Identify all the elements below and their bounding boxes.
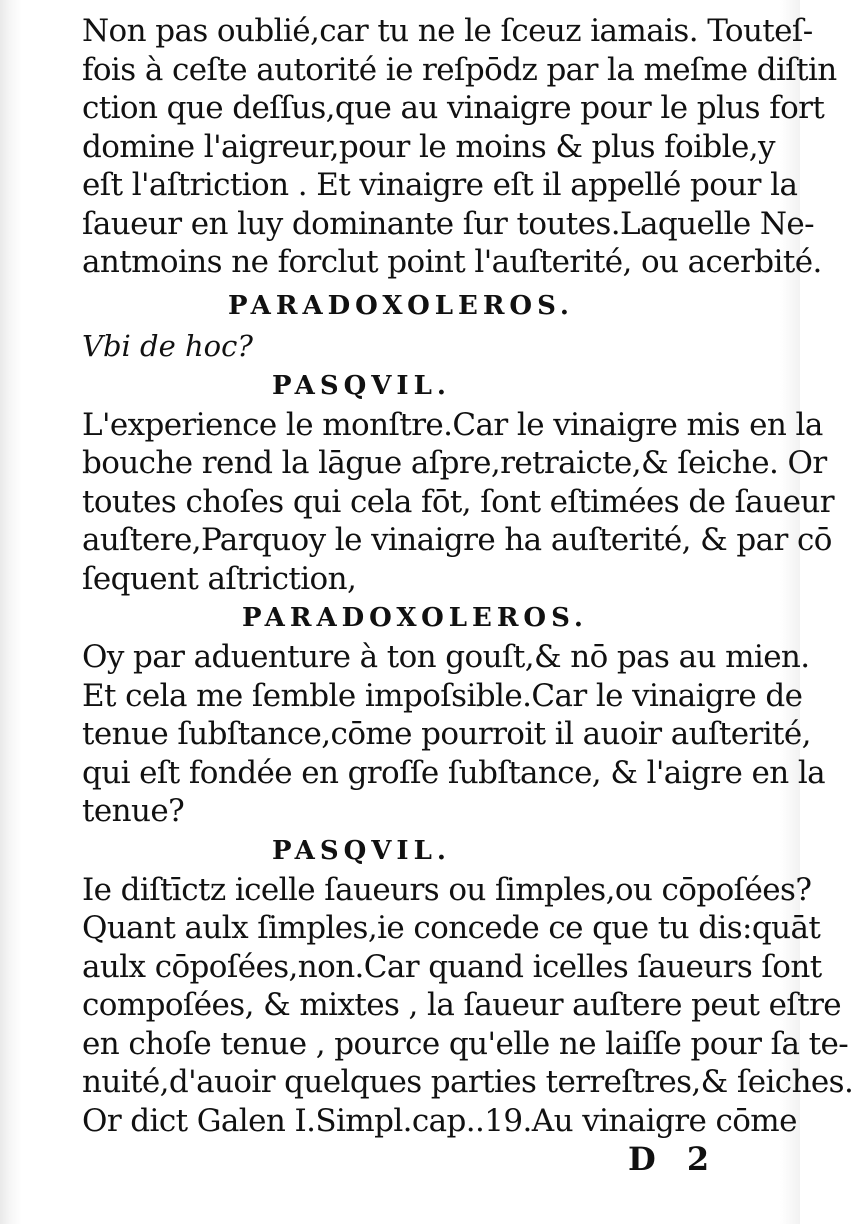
- speaker-heading-pasquil: PASQVIL.: [272, 835, 451, 866]
- text-line: ſequent aſtriction,: [82, 560, 357, 597]
- text-line: auſtere,Parquoy le vinaigre ha auſterité, & par cō: [82, 522, 832, 558]
- page-text: [82, 12, 853, 1140]
- text-line: nuité,d'auoir quelques parties terreſtres,& ſeiches.: [82, 1064, 853, 1100]
- text-line: tenue?: [82, 793, 185, 829]
- text-line: toutes choſes qui cela fōt, ſont eſtimées de ſaueur: [82, 483, 835, 520]
- text-line: tenue ſubſtance,cōme pourroit il auoir auſterité,: [82, 716, 811, 752]
- speaker-heading-paradoxoleros: PARADOXOLEROS.: [228, 290, 574, 321]
- text-line: en choſe tenue , pource qu'elle ne laiſſe pour ſa te-: [82, 1025, 849, 1062]
- text-line: Or dict Galen I.Simpl.cap..19.Au vinaigre cōme: [82, 1102, 797, 1139]
- paragraph-4: [82, 871, 853, 1141]
- text-line: antmoins ne forclut point l'auſterité, ou acerbité.: [82, 244, 822, 280]
- text-line: ction que deſſus,que au vinaigre pour le plus fort: [82, 90, 825, 126]
- text-line: ſaueur en luy dominante ſur toutes.Laquelle Ne-: [82, 205, 814, 242]
- text-line: fois à ceſte autorité ie reſpōdz par la meſme diſtin: [82, 51, 837, 88]
- text-line: bouche rend la lāgue aſpre,retraicte,& ſeiche. Or: [82, 445, 827, 481]
- text-line: L'experience le monſtre.Car le vinaigre mis en la: [82, 406, 823, 443]
- text-line: domine l'aigreur,pour le moins & plus foible,y: [82, 128, 775, 165]
- speaker-heading-pasquil: PASQVIL.: [272, 370, 451, 401]
- text-line: Ie diſtīctz icelle ſaueurs ou ſimples,ou cōpoſées?: [82, 871, 812, 908]
- text-line: eſt l'aſtriction . Et vinaigre eſt il appellé pour la: [82, 167, 798, 203]
- paragraph-1: [82, 12, 837, 282]
- text-line: qui eſt fondée en groſſe ſubſtance, & l'aigre en la: [82, 754, 826, 791]
- text-line: Et cela me ſemble impoſsible.Car le vinaigre de: [82, 677, 803, 714]
- paragraph-2: [82, 406, 835, 599]
- signature-mark: D 2: [628, 1140, 720, 1178]
- text-line: Non pas oublié,car tu ne le ſceuz iamais. Touteſ-: [82, 13, 813, 49]
- text-line: aulx cōpoſées,non.Car quand icelles ſaueurs ſont: [82, 948, 822, 985]
- text-line: Quant aulx ſimples,ie concede ce que tu dis:quāt: [82, 910, 821, 946]
- latin-question: Vbi de hoc?: [82, 328, 253, 363]
- text-line: compoſées, & mixtes , la ſaueur auſtere peut eſtre: [82, 987, 842, 1023]
- text-line: Oy par aduenture à ton gouſt,& nō pas au mien.: [82, 639, 810, 675]
- speaker-heading-paradoxoleros: PARADOXOLEROS.: [242, 603, 588, 633]
- paragraph-3: [82, 638, 826, 831]
